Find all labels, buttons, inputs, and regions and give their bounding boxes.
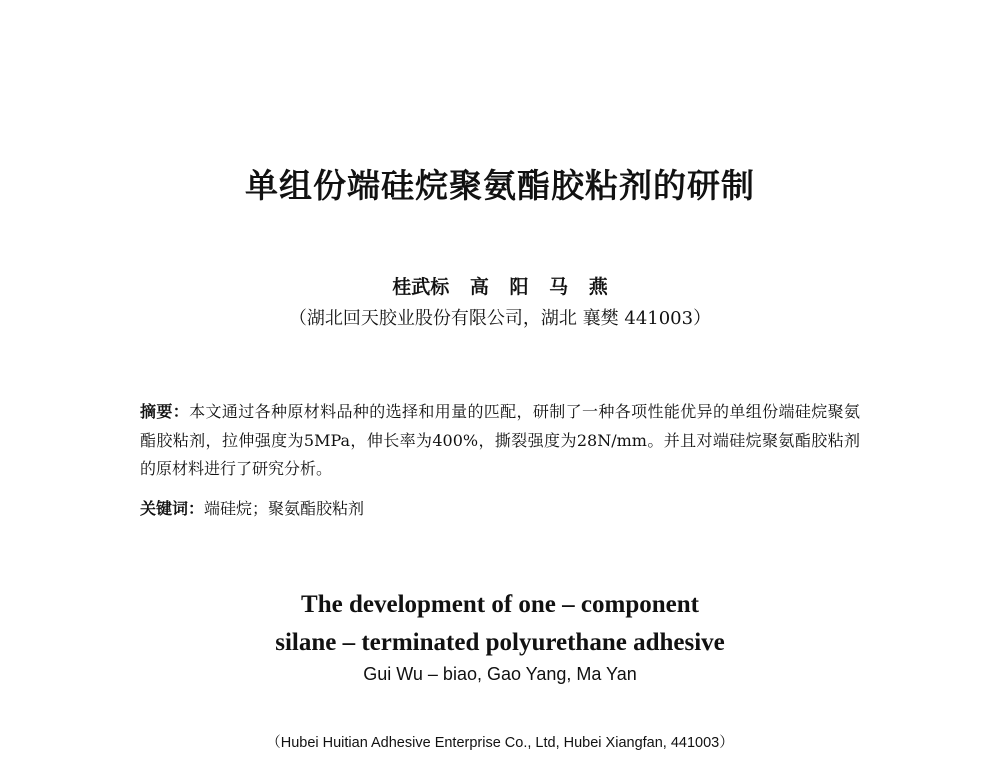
english-title [0,586,1000,662]
english-affiliation: （Hubei Huitian Adhesive Enterprise Co., Ltd, Hubei Xiangfan, 441003） [266,735,734,751]
chinese-affiliation: （湖北回天胶业股份有限公司，湖北 襄樊 441003） [288,308,712,329]
english-authors: Gui Wu – biao, Gao Yang, Ma Yan [363,664,637,684]
english-title-line-2: silane – terminated polyurethane adhesive [275,629,725,656]
keywords-section [140,496,860,519]
abstract-text: 本文通过各种原材料品种的选择和用量的匹配，研制了一种各项性能优异的单组份端硅烷聚氨酯胶粘剂，拉伸强度为5MPa，伸长率为400%，撕裂强度为28N/mm。并且对端硅烷聚氨酯胶粘剂的原材料进行了研究分析。 [140,402,860,478]
english-title-line-1: The development of one – component [301,591,699,618]
keywords-text: 端硅烷；聚氨酯胶粘剂 [204,499,365,518]
keywords-label: 关键词： [140,499,205,518]
abstract-section [140,398,860,484]
chinese-authors: 桂武标 高 阳 马 燕 [392,276,608,298]
chinese-title: 单组份端硅烷聚氨酯胶粘剂的研制 [245,166,755,205]
abstract-label: 摘要： [140,402,190,421]
